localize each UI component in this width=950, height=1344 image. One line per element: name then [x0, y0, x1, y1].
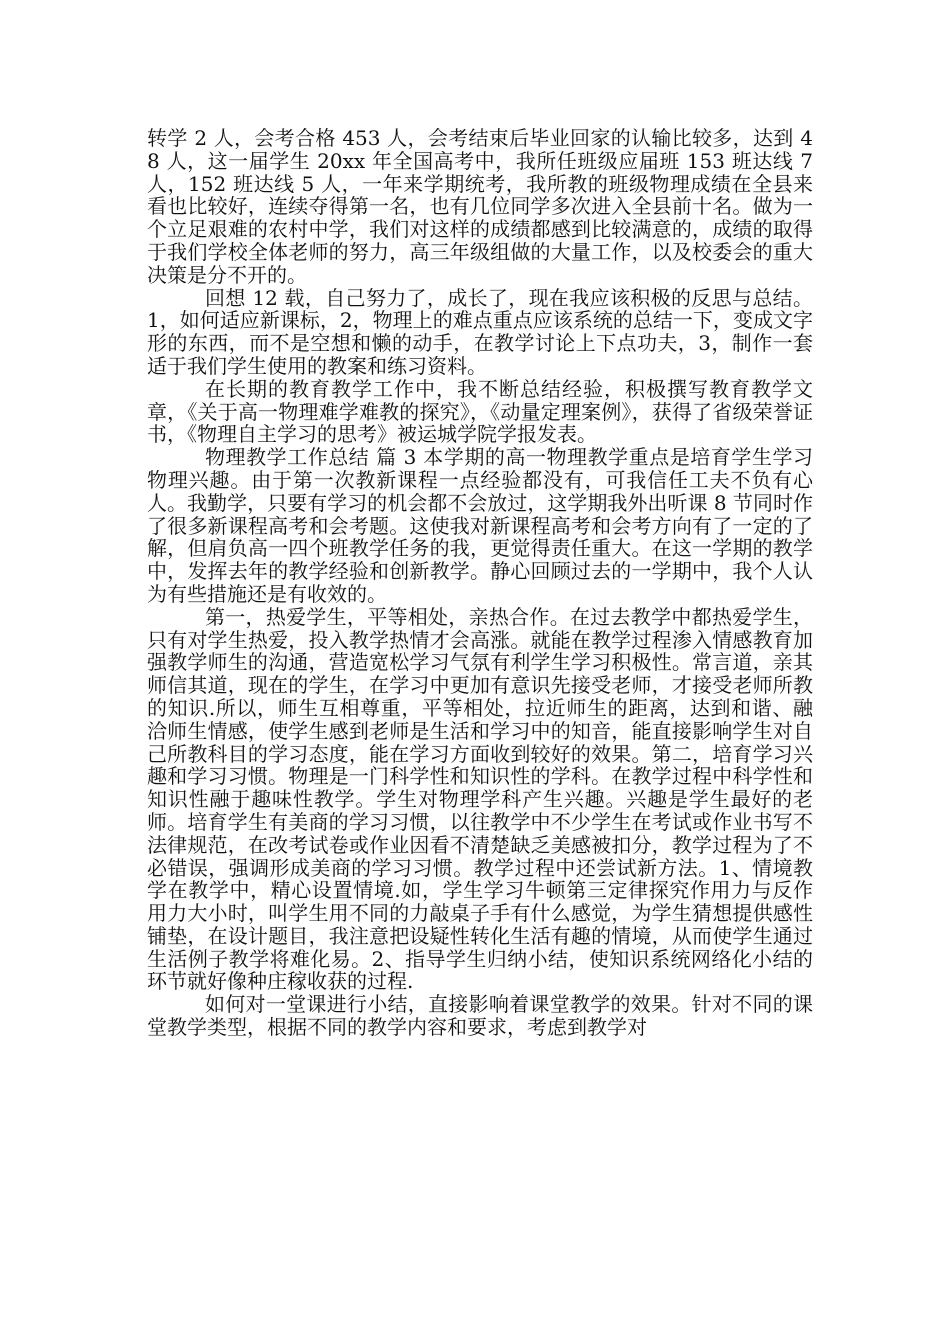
paragraph-2: 回想 12 载，自己努力了，成长了，现在我应该积极的反思与总结。1，如何适应新课标，2，物理上的难点重点应该系统的总结一下，变成文字形的东西，而不是空想和懒的动手，在教学讨论上下点功夫，3，制作一套适于我们学生使用的教案和练习资料。: [147, 285, 813, 378]
paragraph-3: 在长期的教育教学工作中，我不断总结经验，积极撰写教育教学文章，《关于高一物理难学难教的探究》，《动量定理案例》，获得了省级荣誉证书，《物理自主学习的思考》被运城学院学报发表。: [147, 376, 813, 447]
paragraph-1: 转学 2 人，会考合格 453 人，会考结束后毕业回家的认输比较多，达到 48 人，这一届学生 20xx 年全国高考中，我所任班级应届班 153 班达线 7 人，152 班达线 5 人，一年来学期统考，我所教的班级物理成绩在全县来看也比较好，连续夺得第一名，也有几位同学多次进入全县前十名。做为一个立足艰难的农村中学，我们对这样的成绩都感到比较满意的，成绩的取得于我们学校全体老师的努力，高三年级组做的大量工作，以及校委会的重大决策是分不开的。: [147, 126, 813, 287]
paragraph-6: 如何对一堂课进行小结，直接影响着课堂教学的效果。针对不同的课堂教学类型，根据不同的教学内容和要求，考虑到教学对: [147, 992, 813, 1040]
paragraph-4: 物理教学工作总结 篇 3 本学期的高一物理教学重点是培育学生学习物理兴趣。由于第一次教新课程一点经验都没有，可我信任工夫不负有心人。我勤学，只要有学习的机会都不会放过，这学期我外出听课 8 节同时作了很多新课程高考和会考题。这使我对新课程高考和会考方向有了一定的了解，但肩负高一四个班教学任务的我，更觉得责任重大。在这一学期的教学中，发挥去年的教学经验和创新教学。静心回顾过去的一学期中，我个人认为有些措施还是有收效的。: [147, 445, 813, 606]
paragraph-5: 第一，热爱学生，平等相处，亲热合作。在过去教学中都热爱学生，只有对学生热爱，投入教学热情才会高涨。就能在教学过程渗入情感教育加强教学师生的沟通，营造宽松学习气氛有利学生学习积极性。常言道，亲其师信其道，现在的学生，在学习中更加有意识先接受老师，才接受老师所教的知识.所以，师生互相尊重，平等相处，拉近师生的距离，达到和谐、融洽师生情感，使学生感到老师是生活和学习中的知音，能直接影响学生对自己所教科目的学习态度，能在学习方面收到较好的效果。第二，培育学习兴趣和学习习惯。物理是一门科学性和知识性的学科。在教学过程中科学性和知识性融于趣味性教学。学生对物理学科产生兴趣。兴趣是学生最好的老师。培育学生有美商的学习习惯，以往教学中不少学生在考试或作业书写不法律规范，在改考试卷或作业因看不清楚缺乏美感被扣分，教学过程为了不必错误，强调形成美商的学习习惯。教学过程中还尝试新方法。1、情境教学在教学中，精心设置情境.如，学生学习牛顿第三定律探究作用力与反作用力大小时，叫学生用不同的力敲桌子手有什么感觉，为学生猜想提供感性铺垫，在设计题目，我注意把设疑性转化生活有趣的情境，从而使学生通过生活例子教学将难化易。2、指导学生归纳小结，使知识系统网络化小结的环节就好像种庄稼收获的过程.: [147, 604, 813, 994]
document-body: [147, 127, 813, 1039]
